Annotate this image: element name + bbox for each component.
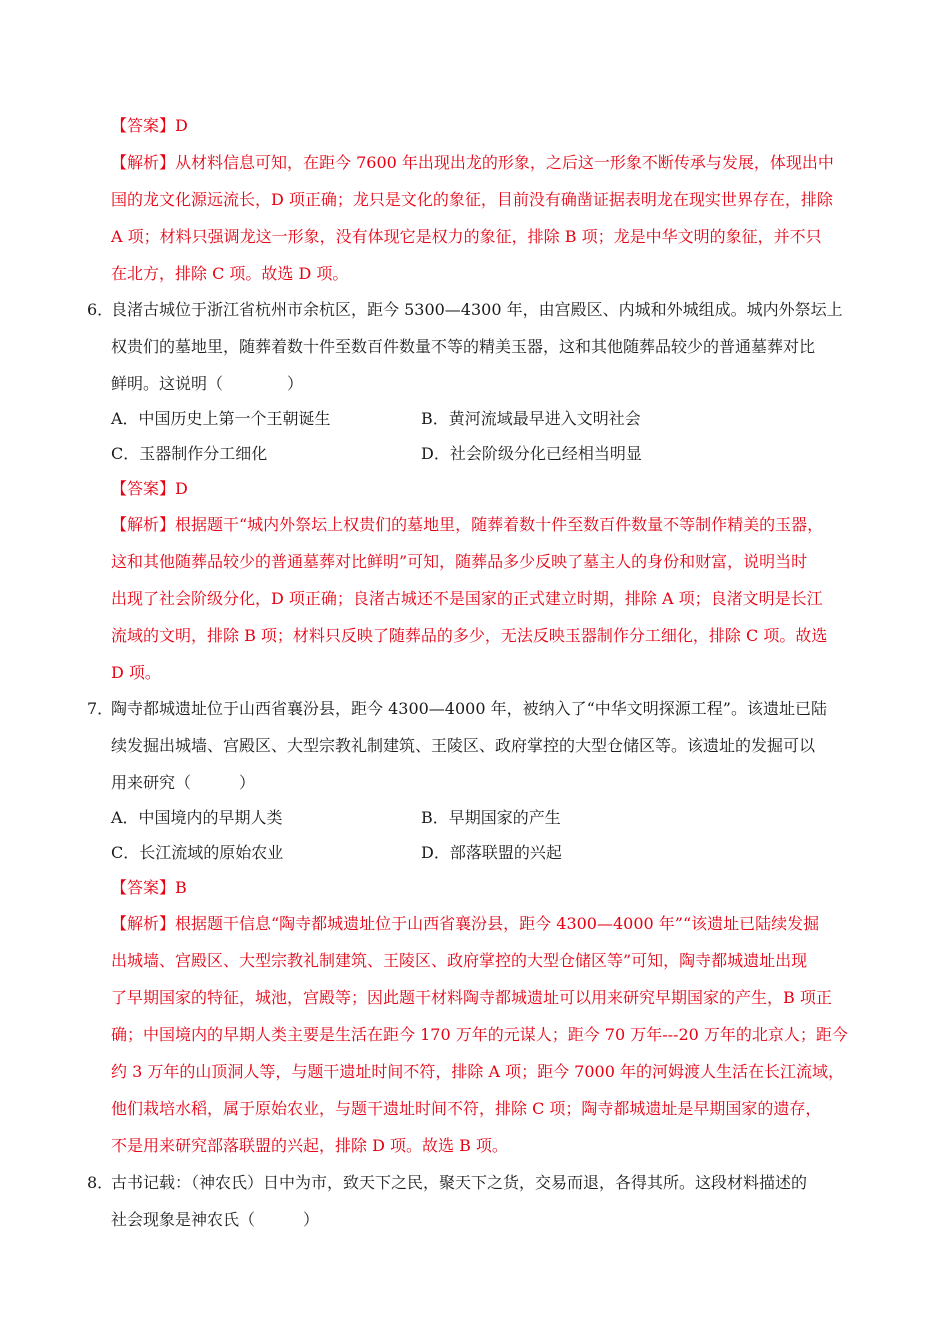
q6-option-a: A．中国历史上第一个王朝诞生	[111, 409, 331, 428]
q6-number: 6．	[87, 300, 114, 319]
q7-analysis-line-6: 他们栽培水稻，属于原始农业，与题干遗址时间不符，排除 C 项；陶寺都城遗址是早期国家的遗存，	[111, 1099, 822, 1118]
q7-number: 7．	[87, 699, 114, 718]
q7-analysis-line-1: 【解析】根据题干信息“陶寺都城遗址位于山西省襄汾县，距今 4300—4000 年”“该遗址已陆续发掘	[111, 914, 820, 933]
q7-analysis-line-2: 出城墙、宫殿区、大型宗教礼制建筑、王陵区、政府掌控的大型仓储区等”可知，陶寺都城遗址出现	[111, 951, 808, 970]
q7-option-d: D．部落联盟的兴起	[421, 843, 562, 862]
q7-analysis-line-3: 了早期国家的特征，城池，宫殿等；因此题干材料陶寺都城遗址可以用来研究早期国家的产生，B 项正	[111, 988, 832, 1007]
q8-number: 8．	[87, 1173, 114, 1192]
q6-analysis-line-5: D 项。	[111, 663, 161, 682]
q6-stem-line-2: 权贵们的墓地里，随葬着数十件至数百件数量不等的精美玉器，这和其他随葬品较少的普通墓葬对比	[111, 337, 816, 356]
q6-option-d: D．社会阶级分化已经相当明显	[421, 444, 642, 463]
q6-answer: 【答案】D	[111, 479, 188, 498]
q6-option-b: B．黄河流域最早进入文明社会	[421, 409, 641, 428]
q6-analysis-line-3: 出现了社会阶级分化，D 项正确；良渚古城还不是国家的正式建立时期，排除 A 项；良渚文明是长江	[111, 589, 823, 608]
q7-stem-line-1: 陶寺都城遗址位于山西省襄汾县，距今 4300—4000 年，被纳入了“中华文明探源工程”。该遗址已陆	[111, 699, 827, 718]
q6-analysis-line-2: 这和其他随葬品较少的普通墓葬对比鲜明”可知，随葬品多少反映了墓主人的身份和财富，说明当时	[111, 552, 808, 571]
q6-option-c: C．玉器制作分工细化	[111, 444, 268, 463]
q6-stem-line-1: 良渚古城位于浙江省杭州市余杭区，距今 5300—4300 年，由宫殿区、内城和外城组成。城内外祭坛上	[111, 300, 843, 319]
q7-analysis-line-7: 不是用来研究部落联盟的兴起，排除 D 项。故选 B 项。	[111, 1136, 508, 1155]
q5-analysis-line-1: 【解析】从材料信息可知，在距今 7600 年出现出龙的形象，之后这一形象不断传承与发展，体现出中	[111, 153, 834, 172]
q7-analysis-line-5: 约 3 万年的山顶洞人等，与题干遗址时间不符，排除 A 项；距今 7000 年的河姆渡人生活在长江流域，	[111, 1062, 844, 1081]
q7-answer: 【答案】B	[111, 878, 187, 897]
q6-analysis-line-1: 【解析】根据题干“城内外祭坛上权贵们的墓地里，随葬着数十件至数百件数量不等制作精美的玉器，	[111, 515, 824, 534]
q7-option-c: C．长江流域的原始农业	[111, 843, 284, 862]
q7-analysis-line-4: 确；中国境内的早期人类主要是生活在距今 170 万年的元谋人；距今 70 万年---20 万年的北京人；距今	[111, 1025, 848, 1044]
q6-stem-line-3: 鲜明。这说明（ ）	[111, 374, 304, 393]
q7-stem-line-2: 续发掘出城墙、宫殿区、大型宗教礼制建筑、王陵区、政府掌控的大型仓储区等。该遗址的发掘可以	[111, 736, 816, 755]
q7-stem-line-3: 用来研究（ ）	[111, 773, 256, 792]
q8-stem-line-2: 社会现象是神农氏（ ）	[111, 1210, 320, 1229]
q5-answer: 【答案】D	[111, 116, 188, 135]
q6-analysis-line-4: 流域的文明，排除 B 项；材料只反映了随葬品的多少，无法反映玉器制作分工细化，排除 C 项。故选	[111, 626, 828, 645]
q7-option-b: B．早期国家的产生	[421, 808, 561, 827]
q5-analysis-line-2: 国的龙文化源远流长，D 项正确；龙只是文化的象征，目前没有确凿证据表明龙在现实世界存在，排除	[111, 190, 833, 209]
q8-stem-line-1: 古书记载：（神农氏）日中为市，致天下之民，聚天下之货，交易而退，各得其所。这段材料描述的	[111, 1173, 808, 1192]
q7-option-a: A．中国境内的早期人类	[111, 808, 283, 827]
q5-analysis-line-3: A 项；材料只强调龙这一形象，没有体现它是权力的象征，排除 B 项；龙是中华文明的象征，并不只	[111, 227, 822, 246]
q5-analysis-line-4: 在北方，排除 C 项。故选 D 项。	[111, 264, 349, 283]
